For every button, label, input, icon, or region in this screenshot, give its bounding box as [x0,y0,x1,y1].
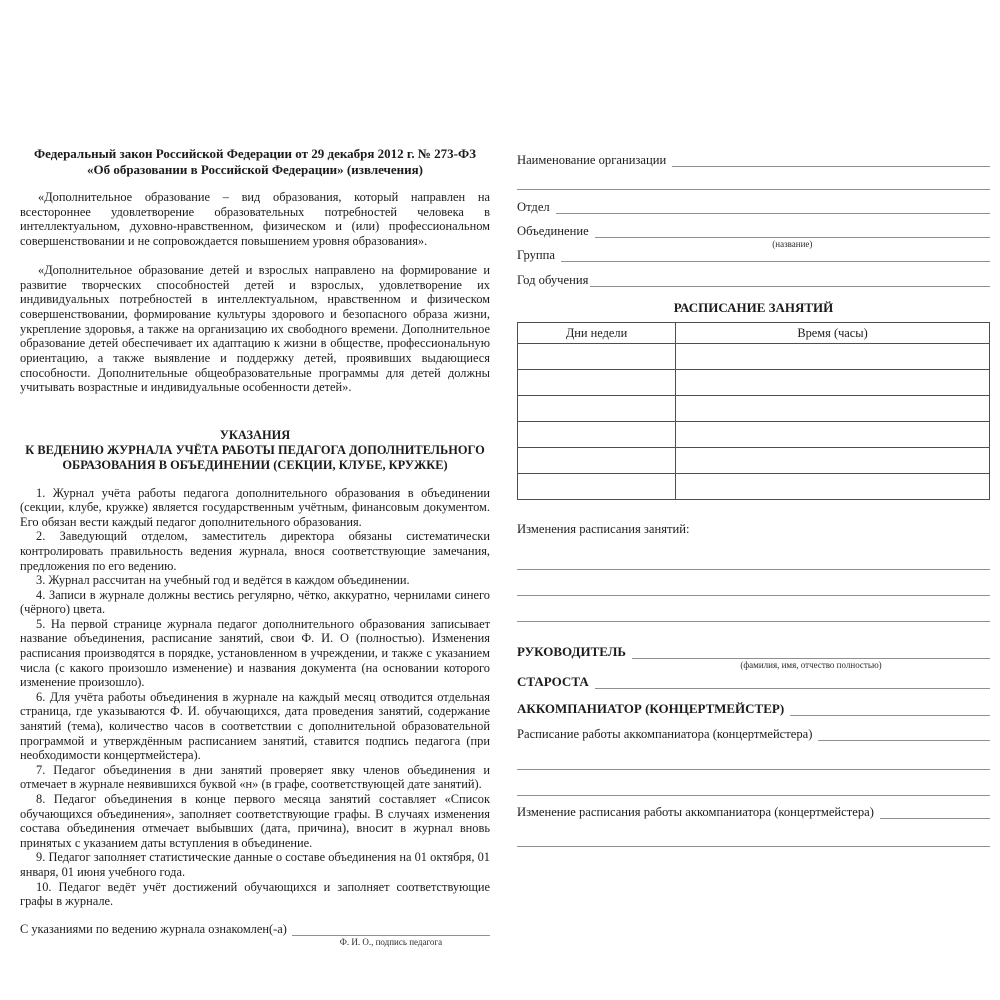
schedule-table-row [518,370,990,396]
monitor-field [517,674,990,690]
head-field [517,644,990,670]
instruction-item: 9. Педагог заполняет статистические данные о составе объединения на 01 октября, 01 января, 01 июня учебного года. [20,850,490,879]
instructions-title [20,428,490,472]
organization-field [517,152,990,168]
study-year-label: Год обучения [517,273,589,287]
schedule-table-row [518,396,990,422]
journal-title-page [517,150,990,847]
schedule-table-row [518,448,990,474]
accompanist-schedule-line-3[interactable] [517,795,990,796]
head-caption: (фамилия, имя, отчество полностью) [740,660,882,670]
accompanist-input-line[interactable] [790,715,990,716]
instruction-item: 5. На первой странице журнала педагог дополнительного образования записывает название объединения, расписание занятий, свои Ф. И. О (полностью). Изменения расписания производятся в порядке, установленном в учреждении, и также с указанием числа (с какого произошло изменение) и названия документа (на основании которого изменение произошло). [20,616,490,690]
accompanist-schedule-label: Расписание работы аккомпаниатора (концертмейстера) [517,727,813,741]
schedule-table-cell[interactable] [518,344,676,370]
accompanist-label: АККОМПАНИАТОР (КОНЦЕРТМЕЙСТЕР) [517,701,785,716]
association-caption: (название) [772,239,813,249]
schedule-changes-line-1[interactable] [517,569,990,570]
schedule-table-cell[interactable] [518,422,676,448]
accompanist-schedule-field [517,726,990,742]
schedule-table-cell[interactable] [676,396,990,422]
accompanist-schedule-change-label: Изменение расписания работы аккомпаниатора (концертмейстера) [517,805,874,819]
monitor-input-line[interactable] [595,688,990,689]
group-label: Группа [517,248,555,262]
schedule-changes-label: Изменения расписания занятий: [517,522,690,536]
department-label: Отдел [517,200,550,214]
study-year-field [517,272,990,288]
schedule-table [517,322,990,500]
instructions-title-line2: К ВЕДЕНИЮ ЖУРНАЛА УЧЁТА РАБОТЫ ПЕДАГОГА ДОПОЛНИТЕЛЬНОГО [25,442,485,457]
law-paragraph-2: «Дополнительное образование детей и взрослых направлено на формирование и развитие творческих способностей детей и взрослых, удовлетворение их индивидуальных потребностей в интеллектуальном, нравственном и физическом совершенствовании, формирование культуры здорового и безопасного образа жизни, укрепление здоровья, а также на организацию их свободного времени. Дополнительное образование детей обеспечивает их адаптацию к жизни в обществе, профессиональную ориентацию, а также выявление и поддержку детей, проявивших выдающиеся способности. Дополнительные общеобразовательные программы для детей должны учитывать возрастные и индивидуальные особенности детей». [20,262,490,395]
schedule-changes-line-3[interactable] [517,621,990,622]
organization-input-line-2[interactable] [517,189,990,190]
schedule-table-cell[interactable] [518,370,676,396]
accompanist-schedule-input-line[interactable] [818,740,990,741]
schedule-table-cell[interactable] [676,474,990,500]
schedule-changes-line-2[interactable] [517,595,990,596]
acknowledgement-label: С указаниями по ведению журнала ознакомлен(-а) [20,921,287,936]
head-label: РУКОВОДИТЕЛЬ [517,644,627,659]
law-title [20,146,490,177]
schedule-table-cell[interactable] [518,448,676,474]
accompanist-schedule-line-2[interactable] [517,769,990,770]
schedule-table-cell[interactable] [518,474,676,500]
schedule-table-row [518,474,990,500]
instruction-item: 7. Педагог объединения в дни занятий проверяет явку членов объединения и отмечает в журнале неявившихся буквой «н» (в графе, соответствующей дате занятий). [20,762,490,792]
association-input-line[interactable] [595,237,990,238]
schedule-table-cell[interactable] [676,344,990,370]
schedule-col-header-days: Дни недели [518,323,676,344]
instruction-item: 4. Записи в журнале должны вестись регулярно, чётко, аккуратно, чернилами синего (чёрного) цвета. [20,587,490,617]
schedule-table-row [518,422,990,448]
department-field [517,199,990,215]
group-input-line[interactable] [561,261,990,262]
instructions-title-line3: ОБРАЗОВАНИЯ В ОБЪЕДИНЕНИИ (СЕКЦИИ, КЛУБЕ, КРУЖКЕ) [62,457,448,472]
schedule-title: РАСПИСАНИЕ ЗАНЯТИЙ [673,300,834,315]
signature-caption: Ф. И. О., подпись педагога [339,936,443,947]
head-input-line[interactable] [632,658,990,659]
department-input-line[interactable] [556,213,990,214]
association-field [517,223,990,249]
instruction-item: 6. Для учёта работы объединения в журнале на каждый месяц отводится отдельная страница, где указываются Ф. И. обучающихся, дата проведения занятий, содержание занятий (тема), количество часов в соответствии с дополнительной образовательной программой и утверждённым расписанием занятий, ставится подпись педагога (при необходимости концертмейстера). [20,689,490,763]
schedule-table-cell[interactable] [676,448,990,474]
acknowledgement-signature-line[interactable] [292,935,490,936]
schedule-table-cell[interactable] [676,422,990,448]
accompanist-schedule-change-line-2[interactable] [517,846,990,847]
schedule-table-cell[interactable] [676,370,990,396]
schedule-table-cell[interactable] [518,396,676,422]
instruction-item: 2. Заведующий отделом, заместитель директора обязаны систематически контролировать правильность ведения журнала, внося соответствующие замечания, предложения по его ведению. [20,529,490,573]
schedule-table-row [518,344,990,370]
acknowledgement-row [20,920,490,947]
instructions-title-line1: УКАЗАНИЯ [219,428,291,443]
instruction-item: 8. Педагог объединения в конце первого месяца занятий составляет «Список обучающихся объединения», заполняет соответствующие графы. В случаях изменения состава объединения отмечает выбывших (дата, причина), вносит в журнал вновь принятых с указанием даты вступления в объединение. [20,792,490,850]
association-label: Объединение [517,224,589,238]
law-title-line1: Федеральный закон Российской Федерации от 29 декабря 2012 г. № 273-ФЗ [33,146,477,161]
group-field [517,247,990,263]
accompanist-schedule-change-field [517,804,990,820]
instruction-item: 10. Педагог ведёт учёт достижений обучающихся и заполняет соответствующие графы в журнале. [20,879,490,909]
accompanist-schedule-change-input-line[interactable] [880,818,990,819]
schedule-col-header-time: Время (часы) [676,323,990,344]
instruction-item: 3. Журнал рассчитан на учебный год и ведётся в каждом объединении. [36,573,410,588]
organization-input-line[interactable] [672,166,990,167]
law-title-line2: «Об образовании в Российской Федерации» (извлечения) [86,161,424,177]
law-paragraph-1: «Дополнительное образование – вид образования, который направлен на всестороннее удовлетворение образовательных потребностей человека в интеллектуальном, духовно-нравственном, физическом и (или) профессиональном совершенствовании и не сопровождается повышением уровня образования». [20,190,490,249]
accompanist-field [517,701,990,717]
law-extract-page [20,146,490,947]
instructions-list [20,486,490,909]
schedule-header-row [518,323,990,344]
instruction-item: 1. Журнал учёта работы педагога дополнительного образования в объединении (секции, клубе, кружке) является государственным учётным, финансовым документом. Его обязан вести каждый педагог дополнительного образования. [20,485,490,529]
study-year-input-line[interactable] [590,286,990,287]
organization-label: Наименование организации [517,153,667,167]
monitor-label: СТАРОСТА [517,674,589,689]
